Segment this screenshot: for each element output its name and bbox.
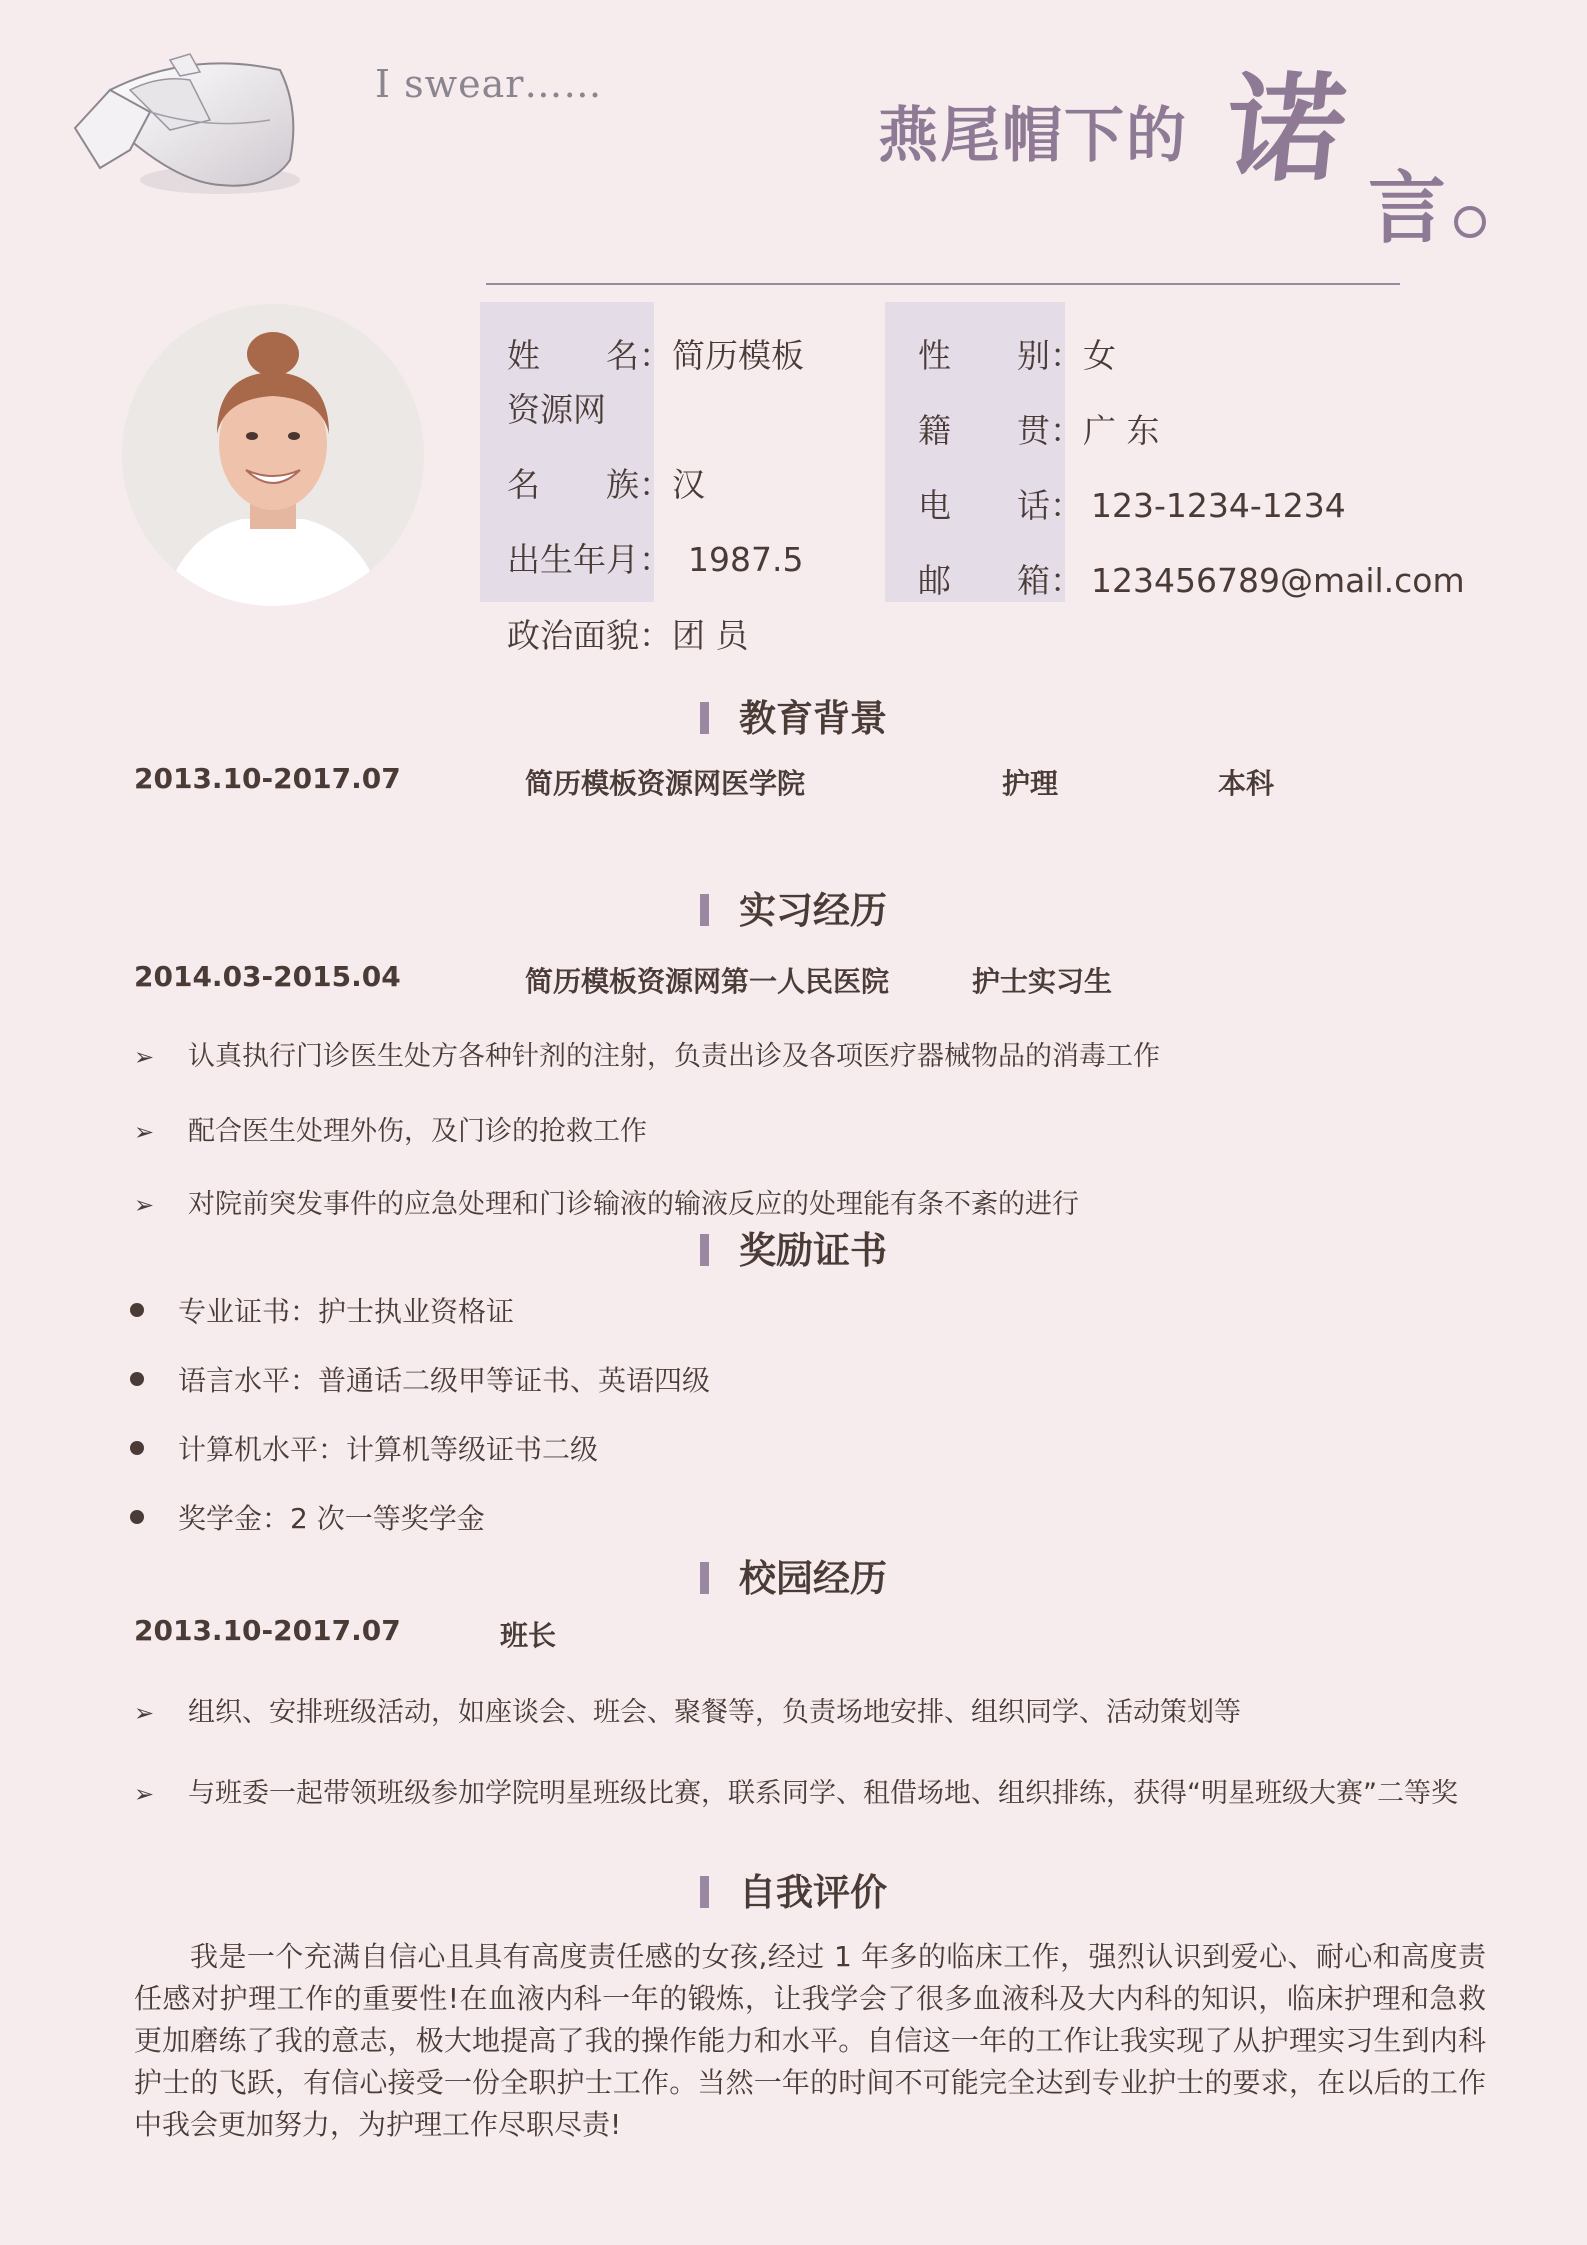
political-row xyxy=(507,610,749,657)
campus-heading-text: 校园经历 xyxy=(739,1557,887,1600)
dot-bullet-icon xyxy=(130,1510,144,1524)
dot-bullet-icon xyxy=(130,1303,144,1317)
political-value: 团 员 xyxy=(672,616,749,655)
education-school: 简历模板资源网医学院 xyxy=(525,767,806,800)
arrow-bullet-icon: ➢ xyxy=(134,1699,155,1727)
arrow-bullet-icon: ➢ xyxy=(134,1191,155,1216)
self-eval-heading xyxy=(0,1862,1587,1916)
list-item: ➢ 配合医生处理外伤，及门诊的抢救工作 xyxy=(134,1116,647,1147)
list-item: ➢ 认真执行门诊医生处方各种针剂的注射，负责出诊及各项医疗器械物品的消毒工作 xyxy=(134,1041,1160,1072)
list-item: ➢ 组织、安排班级活动，如座谈会、班会、聚餐等，负责场地安排、组织同学、活动策划等 xyxy=(134,1697,1241,1728)
heading-bar xyxy=(700,1562,709,1594)
nurse-cap-icon xyxy=(70,50,310,210)
page-title: 燕尾帽下的 xyxy=(878,101,1188,171)
ethnicity-value: 汉 xyxy=(672,465,705,504)
gender-label: 性 别： xyxy=(918,336,1083,375)
heading-bar xyxy=(700,702,709,734)
campus-heading xyxy=(0,1548,1587,1602)
birth-value: 1987.5 xyxy=(688,540,804,579)
name-label: 姓 名： xyxy=(507,336,672,375)
header-divider xyxy=(486,283,1400,285)
avatar-photo xyxy=(122,304,424,606)
name-value: 简历模板 xyxy=(672,336,804,375)
internship-heading-text: 实习经历 xyxy=(739,889,887,932)
education-major: 护理 xyxy=(1002,767,1059,800)
heading-bar xyxy=(700,1876,709,1908)
awards-heading-text: 奖励证书 xyxy=(739,1229,887,1272)
phone-label: 电 话： xyxy=(918,486,1083,525)
education-heading-text: 教育背景 xyxy=(739,697,887,740)
email-value: 123456789@mail.com xyxy=(1091,561,1465,600)
arrow-bullet-icon: ➢ xyxy=(134,1118,155,1146)
heading-bar xyxy=(700,1234,709,1266)
campus-period: 2013.10-2017.07 xyxy=(134,1614,401,1647)
email-row xyxy=(918,555,1465,602)
list-item: ➢ 与班委一起带领班级参加学院明星班级比赛，联系同学、租借场地、组织排练，获得“明星班级大赛”二等奖 xyxy=(134,1766,1494,1836)
list-item: 语言水平：普通话二级甲等证书、英语四级 xyxy=(130,1359,710,1399)
awards-heading xyxy=(0,1220,1587,1274)
arrow-bullet-icon: ➢ xyxy=(134,1043,155,1071)
internship-period: 2014.03-2015.04 xyxy=(134,960,401,993)
list-item: ➢ 对院前突发事件的应急处理和门诊输液的输液反应的处理能有条不紊的进行 xyxy=(134,1182,1079,1216)
name-row xyxy=(507,330,804,377)
name-value-cont: 资源网 xyxy=(507,390,606,429)
list-item: 计算机水平：计算机等级证书二级 xyxy=(130,1428,598,1468)
title-period-mark xyxy=(1454,206,1486,238)
gender-row xyxy=(918,330,1116,377)
self-eval-text: 我是一个充满自信心且具有高度责任感的女孩,经过 1 年多的临床工作，强烈认识到爱心、耐心和高度责任感对护理工作的重要性!在血液内科一年的锻炼，让我学会了很多血液科及大内科的知识，临床护理和急救更加磨练了我的意志，极大地提高了我的操作能力和水平。自信这一年的工作让我实现了从护理实习生到内科护士的飞跃，有信心接受一份全职护士工作。当然一年的时间不可能完全达到专业护士的要求，在以后的工作中我会更加努力，为护理工作尽职尽责! xyxy=(134,1940,1486,2141)
list-item: 奖学金：2 次一等奖学金 xyxy=(130,1497,485,1537)
list-item: 专业证书：护士执业资格证 xyxy=(130,1290,514,1330)
dot-bullet-icon xyxy=(130,1441,144,1455)
page-title-big-char-2: 言 xyxy=(1368,163,1447,254)
native-value: 广 东 xyxy=(1083,411,1160,450)
page-title-big-char: 诺 xyxy=(1219,59,1353,198)
phone-row xyxy=(918,480,1346,527)
political-label: 政治面貌： xyxy=(507,616,672,655)
email-label: 邮 箱： xyxy=(918,561,1083,600)
internship-heading xyxy=(0,880,1587,934)
dot-bullet-icon xyxy=(130,1372,144,1386)
education-degree: 本科 xyxy=(1218,767,1275,800)
tagline: I swear…… xyxy=(375,62,603,106)
ethnicity-label: 名 族： xyxy=(507,465,672,504)
native-row xyxy=(918,405,1160,452)
education-heading xyxy=(0,688,1587,742)
heading-bar xyxy=(700,894,709,926)
campus-role: 班长 xyxy=(500,1619,557,1652)
gender-value: 女 xyxy=(1083,336,1116,375)
internship-hospital: 简历模板资源网第一人民医院 xyxy=(525,965,890,998)
birth-label: 出生年月： xyxy=(507,540,672,579)
ethnicity-row xyxy=(507,459,705,506)
phone-value: 123-1234-1234 xyxy=(1091,486,1346,525)
native-label: 籍 贯： xyxy=(918,411,1083,450)
education-period: 2013.10-2017.07 xyxy=(134,762,401,795)
self-eval-heading-text: 自我评价 xyxy=(739,1871,887,1914)
birth-row xyxy=(507,534,803,581)
arrow-bullet-icon: ➢ xyxy=(134,1780,155,1808)
internship-role: 护士实习生 xyxy=(972,965,1113,998)
